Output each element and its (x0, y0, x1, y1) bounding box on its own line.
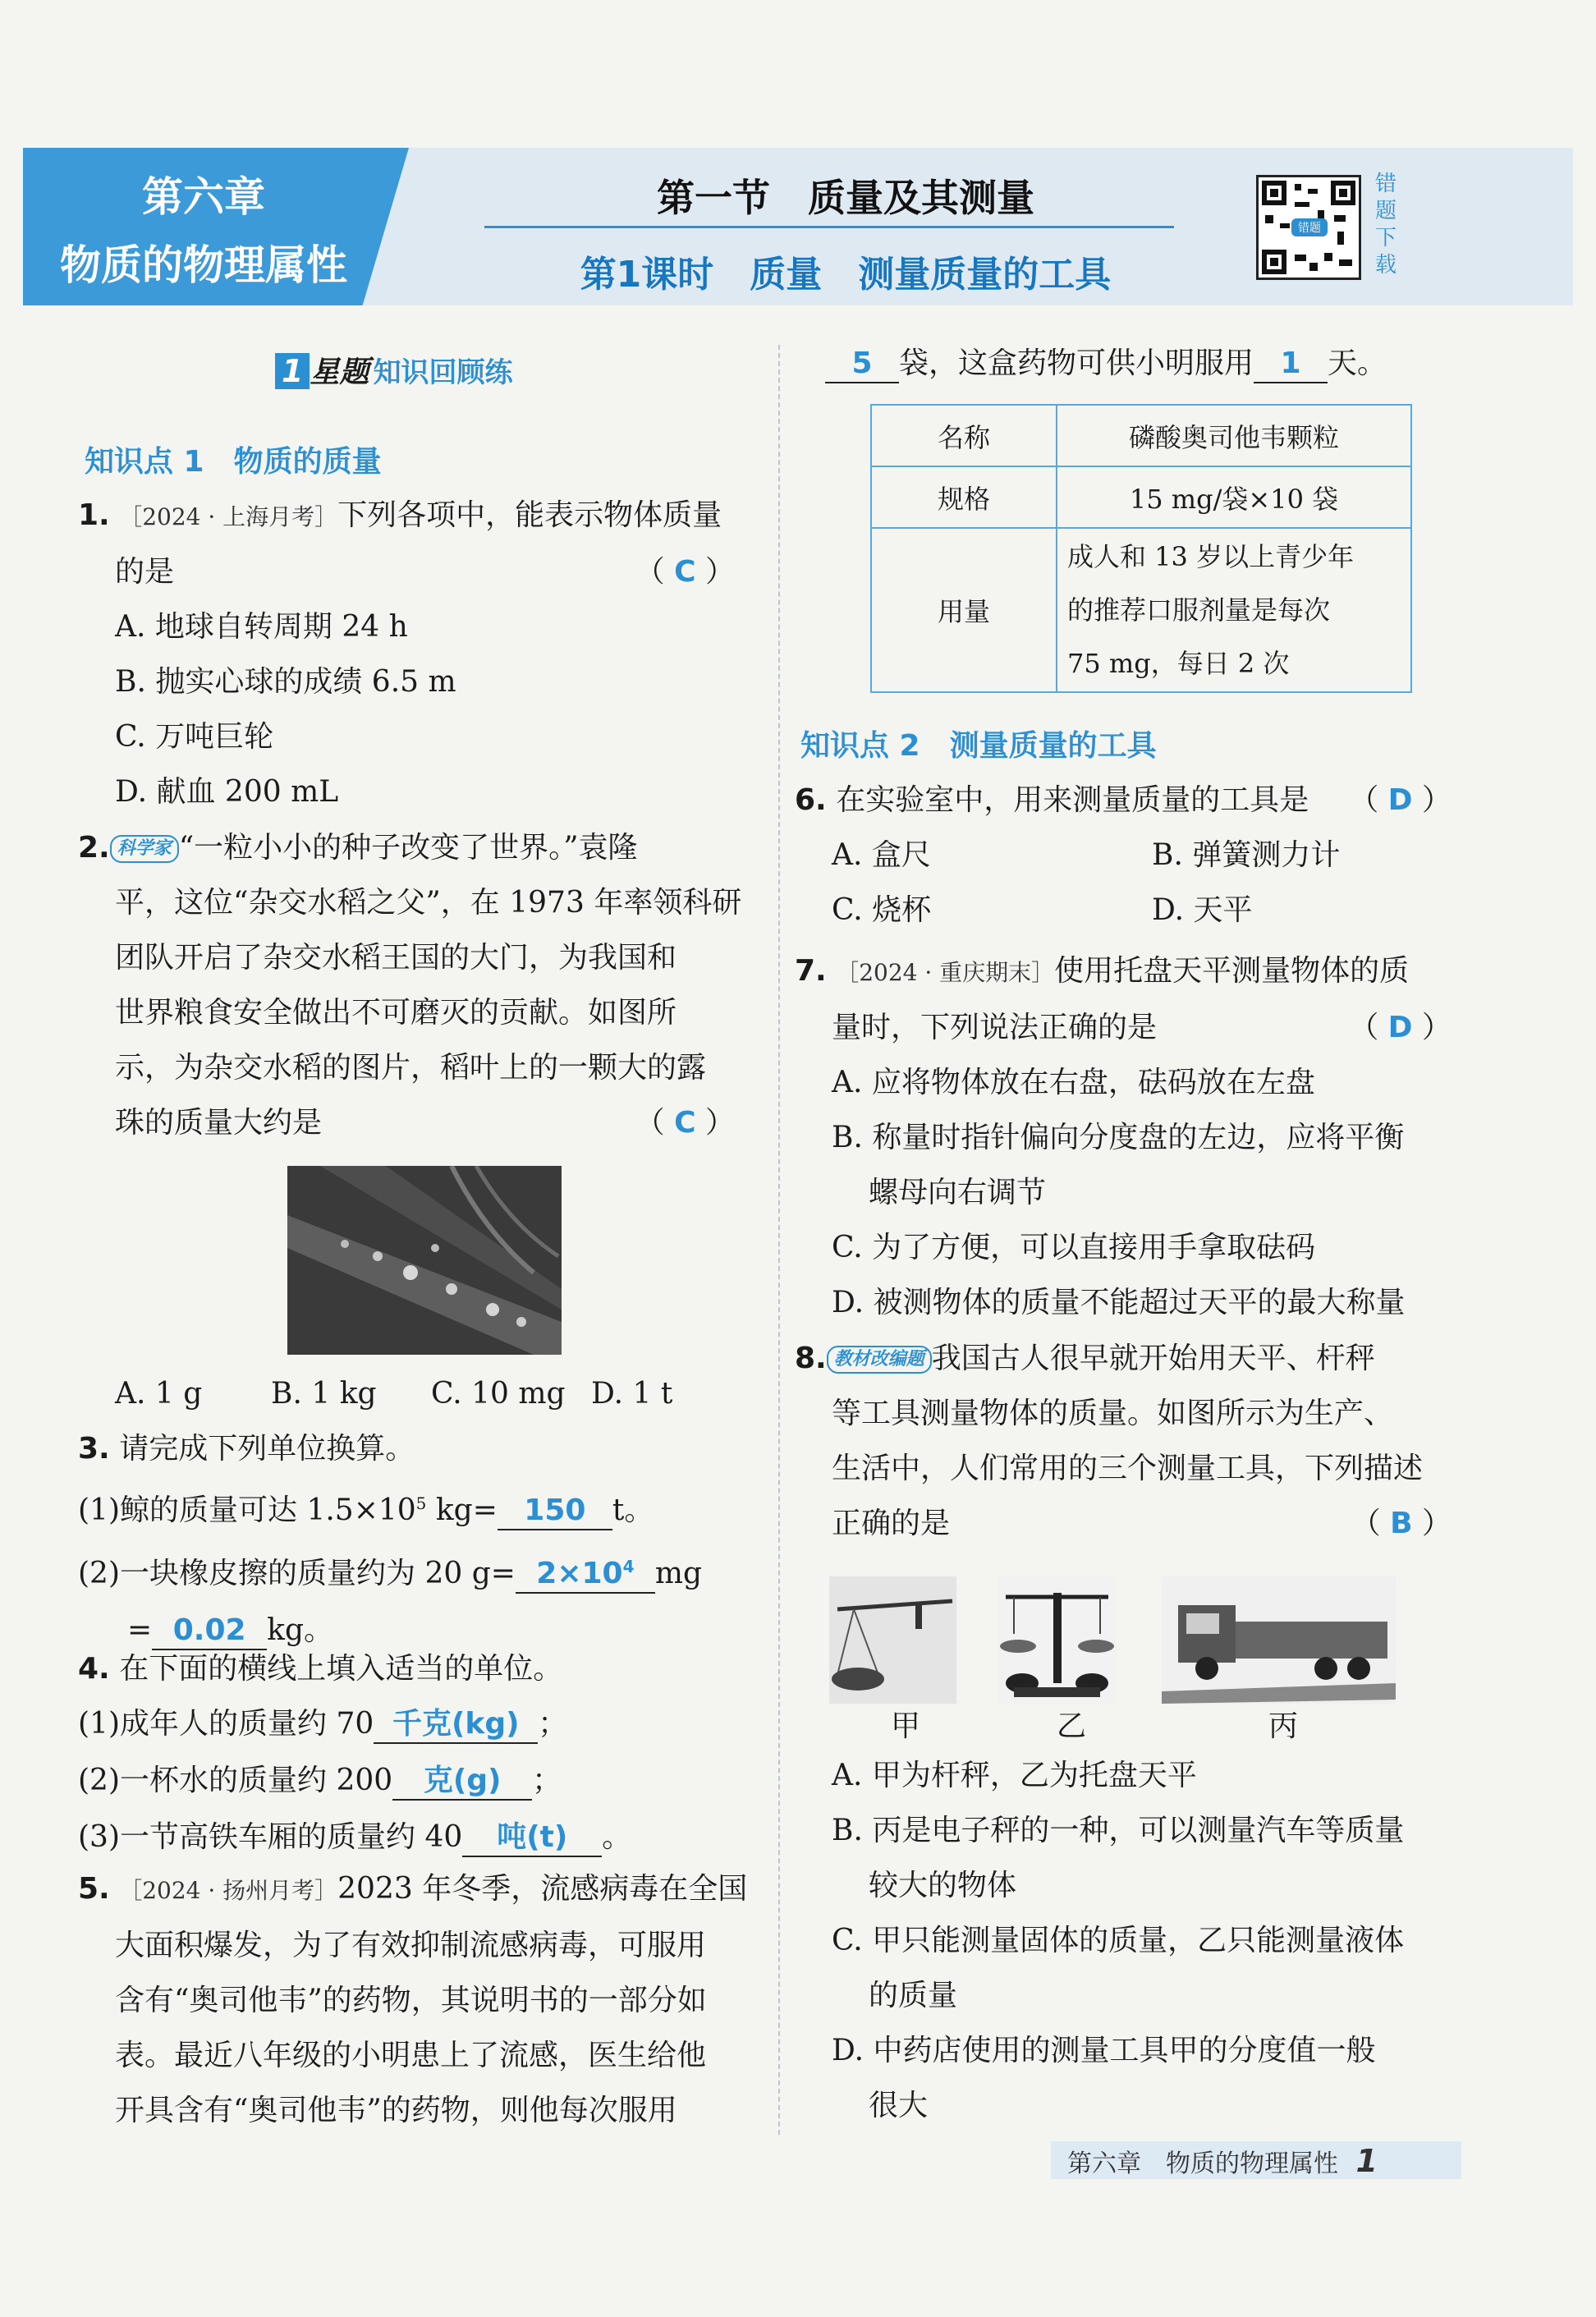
qr-label-char: 题 (1374, 199, 1396, 223)
page-number: 1 (1355, 2143, 1378, 2179)
question-text: (2)一块橡皮擦的质量约为 20 g= (78, 1557, 516, 1590)
question-text: t。 (612, 1493, 654, 1527)
option: A. 1 g (115, 1377, 203, 1411)
tray-balance-photo (998, 1576, 1117, 1704)
table-value-line: 的推荐口服剂量是每次 (1067, 594, 1331, 626)
fill-blank[interactable]: 克(g) (392, 1762, 532, 1801)
answer: B (1390, 1507, 1413, 1540)
answer: C (674, 1106, 696, 1140)
question-text: (1)鲸的质量可达 1.5×10 (78, 1493, 416, 1527)
question-text: 袋，这盒药物可供小明服用 (899, 346, 1254, 380)
fill-blank[interactable] (516, 1548, 655, 1594)
option-continued: 很大 (869, 2089, 929, 2122)
chapter-number: 第六章 (142, 173, 265, 221)
fill-blank[interactable]: 千克(kg) (374, 1705, 538, 1744)
footer (1067, 2143, 1378, 2179)
question-8 (795, 1340, 1452, 1542)
question-text: ； (532, 1764, 562, 1797)
question-text: 珠的质量大约是 (115, 1106, 323, 1140)
badge: 科学家 (110, 835, 179, 863)
answer-bracket: （ B ） (1351, 1507, 1452, 1540)
question-text: 在实验室中，用来测量质量的工具是 (836, 783, 1309, 817)
question-number: 2. (78, 831, 110, 865)
series-heading (275, 349, 513, 391)
option: B. 丙是电子秤的一种，可以测量汽车等质量 (832, 1814, 1405, 1847)
option: A. 盒尺 (832, 838, 931, 872)
option: A. 甲为杆秤，乙为托盘天平 (832, 1759, 1197, 1792)
option: D. 1 t (591, 1377, 673, 1411)
question-text: 下列各项中，能表示物体质量 (337, 498, 722, 532)
answer: D (1387, 1011, 1413, 1044)
answer-bracket: （ C ） (635, 555, 735, 589)
fill-blank[interactable]: 150 (498, 1492, 612, 1530)
question-text: 生活中，人们常用的三个测量工具，下列描述 (832, 1452, 1424, 1485)
q8-options (795, 1757, 1452, 2124)
option: C. 为了方便，可以直接用手拿取砝码 (832, 1231, 1316, 1264)
qr-code[interactable] (1256, 175, 1361, 280)
qr-label-char: 错 (1374, 172, 1396, 196)
question-text: 团队开启了杂交水稻王国的大门，为我国和 (115, 941, 677, 975)
question-4 (78, 1650, 743, 1857)
knowledge-point-2: 知识点 2 测量质量的工具 (800, 729, 1157, 763)
option: D. 献血 200 mL (115, 775, 339, 809)
question-text: 的是 (115, 555, 175, 589)
medicine-spec-table (870, 404, 1412, 693)
fill-blank[interactable]: 5 (825, 345, 899, 383)
superscript: 5 (415, 1493, 427, 1513)
question-3 (78, 1430, 743, 1650)
column-divider (778, 345, 780, 2135)
table-value (1057, 528, 1411, 692)
q2-options (115, 1375, 706, 1412)
option: D. 被测物体的质量不能超过天平的最大称量 (832, 1286, 1406, 1319)
question-number: 3. (78, 1432, 110, 1466)
rice-dew-photo (287, 1166, 562, 1355)
q5-continuation (825, 345, 1482, 383)
source-tag: ［2024 · 扬州月考］ (119, 1877, 338, 1904)
option: D. 天平 (1152, 893, 1253, 927)
answer-bracket: （ C ） (635, 1106, 735, 1140)
series-subtitle: 知识回顾练 (373, 356, 513, 389)
question-2 (78, 829, 742, 1141)
option-continued: 较大的物体 (869, 1869, 1017, 1902)
option: A. 应将物体放在右盘，砝码放在左盘 (832, 1066, 1315, 1099)
series-label: 星题 (310, 356, 369, 389)
question-text: (2)一杯水的质量约 200 (78, 1764, 393, 1797)
question-text: kg= (426, 1493, 498, 1527)
question-number: 5. (78, 1872, 110, 1906)
question-number: 1. (78, 498, 110, 532)
question-text: mg (654, 1557, 703, 1590)
caption-bing: 丙 (1268, 1709, 1299, 1743)
option: C. 甲只能测量固体的质量，乙只能测量液体 (832, 1924, 1405, 1957)
question-text: 2023 年冬季，流感病毒在全国 (337, 1872, 748, 1906)
table-value-line: 成人和 13 岁以上青少年 (1067, 540, 1355, 572)
table-row (871, 466, 1411, 528)
option: C. 万吨巨轮 (115, 720, 274, 754)
series-number: 1 (275, 353, 310, 389)
qr-label-char: 载 (1374, 253, 1396, 278)
fill-blank[interactable]: 吨(t) (462, 1819, 602, 1857)
question-text: (1)成年人的质量约 70 (78, 1707, 374, 1741)
footer-chapter: 第六章 物质的物理属性 (1067, 2150, 1338, 2178)
question-text: = (127, 1613, 153, 1647)
question-text: 。 (602, 1820, 632, 1854)
option: B. 称量时指针偏向分度盘的左边，应将平衡 (832, 1121, 1405, 1154)
caption-yi: 乙 (1057, 1709, 1087, 1743)
question-text: 正确的是 (832, 1507, 951, 1540)
table-value-line: 75 mg，每日 2 次 (1067, 647, 1290, 679)
question-text: ； (538, 1707, 568, 1741)
section-divider (484, 226, 1174, 228)
question-text: “一粒小小的种子改变了世界。”袁隆 (178, 831, 638, 865)
question-text: 平，这位“杂交水稻之父”，在 1973 年率领科研 (115, 886, 742, 920)
source-tag: ［2024 · 重庆期末］ (836, 959, 1055, 986)
table-value: 磷酸奥司他韦颗粒 (1057, 405, 1411, 466)
option: B. 抛实心球的成绩 6.5 m (115, 665, 456, 699)
question-text: 开具含有“奥司他韦”的药物，则他每次服用 (115, 2094, 677, 2127)
question-number: 8. (795, 1342, 827, 1375)
question-text: 使用托盘天平测量物体的质 (1054, 954, 1410, 988)
question-text: 等工具测量物体的质量。如图所示为生产、 (832, 1397, 1394, 1430)
fill-blank[interactable]: 1 (1254, 345, 1328, 383)
option-continued: 螺母向右调节 (869, 1176, 1047, 1209)
option: B. 弹簧测力计 (1152, 838, 1341, 872)
steelyard-photo (829, 1576, 956, 1704)
question-text: 含有“奥司他韦”的药物，其说明书的一部分如 (115, 1984, 707, 2017)
badge: 教材改编题 (827, 1346, 932, 1374)
caption-jia: 甲 (891, 1709, 921, 1743)
option: A. 地球自转周期 24 h (115, 610, 408, 644)
table-label: 规格 (871, 466, 1057, 528)
question-number: 4. (78, 1652, 110, 1686)
question-text: 在下面的横线上填入适当的单位。 (119, 1652, 563, 1686)
superscript: 4 (622, 1557, 635, 1576)
question-5 (78, 1870, 748, 2129)
question-text: (3)一节高铁车厢的质量约 40 (78, 1820, 463, 1854)
option-continued: 的质量 (869, 1979, 958, 2012)
answer: D (1387, 783, 1413, 817)
section-title: 第一节 质量及其测量 (657, 176, 1034, 220)
fill-blank[interactable]: 0.02 (152, 1612, 267, 1650)
chapter-title: 物质的物理属性 (60, 241, 347, 289)
table-label: 名称 (871, 405, 1057, 466)
table-value: 15 mg/袋×10 袋 (1057, 466, 1411, 528)
answer: C (674, 555, 696, 589)
question-text: 示，为杂交水稻的图片，稻叶上的一颗大的露 (115, 1051, 707, 1085)
option: C. 烧杯 (832, 893, 932, 927)
question-text: 世界粮食安全做出不可磨灭的贡献。如图所 (115, 996, 677, 1030)
question-text: 请完成下列单位换算。 (119, 1432, 415, 1466)
question-text: 大面积爆发，为了有效抑制流感病毒，可服用 (115, 1929, 707, 1962)
truck-scale-photo (1162, 1576, 1396, 1704)
question-number: 7. (795, 954, 827, 988)
option: B. 1 kg (271, 1377, 377, 1411)
lesson-title: 第1课时 质量 测量质量的工具 (580, 254, 1112, 296)
question-text: 表。最近八年级的小明患上了流感，医生给他 (115, 2039, 707, 2072)
question-number: 6. (795, 783, 827, 817)
question-text: 量时，下列说法正确的是 (832, 1011, 1158, 1044)
question-text: kg。 (267, 1613, 334, 1647)
answer-bracket: （ D ） (1349, 783, 1452, 817)
table-row (871, 528, 1411, 692)
table-row (871, 405, 1411, 466)
fill-blank-value: 2×10 (536, 1557, 623, 1590)
question-1 (78, 497, 735, 810)
question-6 (795, 782, 1452, 929)
question-7 (795, 952, 1452, 1321)
qr-label-char: 下 (1374, 226, 1396, 250)
qr-center-label: 错题 (1298, 222, 1321, 235)
question-text: 天。 (1328, 346, 1387, 380)
source-tag: ［2024 · 上海月考］ (119, 503, 338, 530)
answer-bracket: （ D ） (1349, 1011, 1452, 1044)
qr-download-label (1369, 171, 1402, 279)
knowledge-point-1: 知识点 1 物质的质量 (85, 445, 382, 479)
question-text: 我国古人很早就开始用天平、杆秤 (931, 1342, 1375, 1375)
option: D. 中药店使用的测量工具甲的分度值一般 (832, 2034, 1376, 2067)
option: C. 10 mg (431, 1377, 566, 1411)
table-label: 用量 (871, 528, 1057, 692)
